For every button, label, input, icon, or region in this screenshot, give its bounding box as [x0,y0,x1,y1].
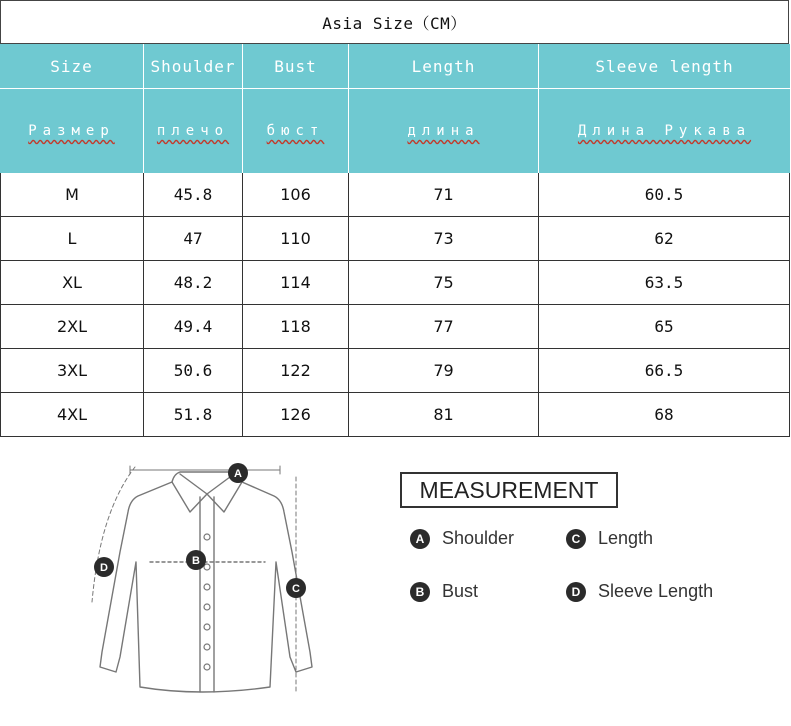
shirt-diagram [80,452,330,702]
shoulder-cell: 49.4 [144,305,243,349]
table-row [0,393,790,437]
size-cell: M [0,173,144,217]
bust-cell: 110 [243,217,349,261]
header-size: Size [0,44,144,89]
sleeve-cell: 66.5 [539,349,790,393]
length-cell: 79 [349,349,539,393]
badge-b-icon: B [410,582,430,602]
legend-item-sleeve-length [566,581,713,602]
legend-label: Shoulder [442,528,515,548]
length-cell: 81 [349,393,539,437]
length-cell: 75 [349,261,539,305]
subheader-row [0,89,790,173]
table-title: Asia Size（CM） [0,0,789,44]
bust-cell: 122 [243,349,349,393]
legend-item-bust [410,581,478,602]
table-row [0,305,790,349]
legend-label: Length [598,528,654,548]
bust-cell: 118 [243,305,349,349]
subheader-shoulder: плечо [144,89,243,173]
legend-item-shoulder [410,528,514,549]
length-cell: 73 [349,217,539,261]
badge-a-icon: A [410,529,430,549]
legend-item-length [566,528,653,549]
sleeve-cell: 63.5 [539,261,790,305]
badge-d-icon: D [566,582,586,602]
table-row [0,261,790,305]
svg-text:A: A [234,468,242,480]
sleeve-cell: 62 [539,217,790,261]
measurement-title: MEASUREMENT [400,472,618,508]
header-sleeve-length: Sleeve length [539,44,790,89]
shoulder-cell: 51.8 [144,393,243,437]
legend-label: Bust [442,581,479,601]
subheader-sleeve-length: Длина Рукава [577,123,752,139]
svg-text:C: C [292,583,300,595]
subheader-length: длина [349,89,539,173]
sleeve-cell: 60.5 [539,173,790,217]
shoulder-cell: 48.2 [144,261,243,305]
legend-label: Sleeve Length [598,581,714,601]
shoulder-cell: 45.8 [144,173,243,217]
svg-text:B: B [192,555,200,567]
header-row [0,44,790,89]
shoulder-cell: 50.6 [144,349,243,393]
length-cell: 77 [349,305,539,349]
size-cell: L [0,217,144,261]
shoulder-cell: 47 [144,217,243,261]
sleeve-cell: 65 [539,305,790,349]
subheader-size: Размер [0,89,144,173]
length-cell: 71 [349,173,539,217]
bust-cell: 114 [243,261,349,305]
bust-cell: 126 [243,393,349,437]
subheader-bust: бюст [243,89,349,173]
header-length: Length [349,44,539,89]
table-row [0,349,790,393]
badge-c-icon: C [566,529,586,549]
header-shoulder: Shoulder [144,44,243,89]
size-cell: XL [0,261,144,305]
table-row [0,217,790,261]
marker-c [286,578,306,598]
marker-b [186,550,206,570]
size-cell: 2XL [0,305,144,349]
table-row [0,173,790,217]
marker-a [228,463,248,483]
header-bust: Bust [243,44,349,89]
svg-text:D: D [100,562,108,574]
bust-cell: 106 [243,173,349,217]
sleeve-cell: 68 [539,393,790,437]
marker-d [94,557,114,577]
size-cell: 4XL [0,393,144,437]
size-cell: 3XL [0,349,144,393]
